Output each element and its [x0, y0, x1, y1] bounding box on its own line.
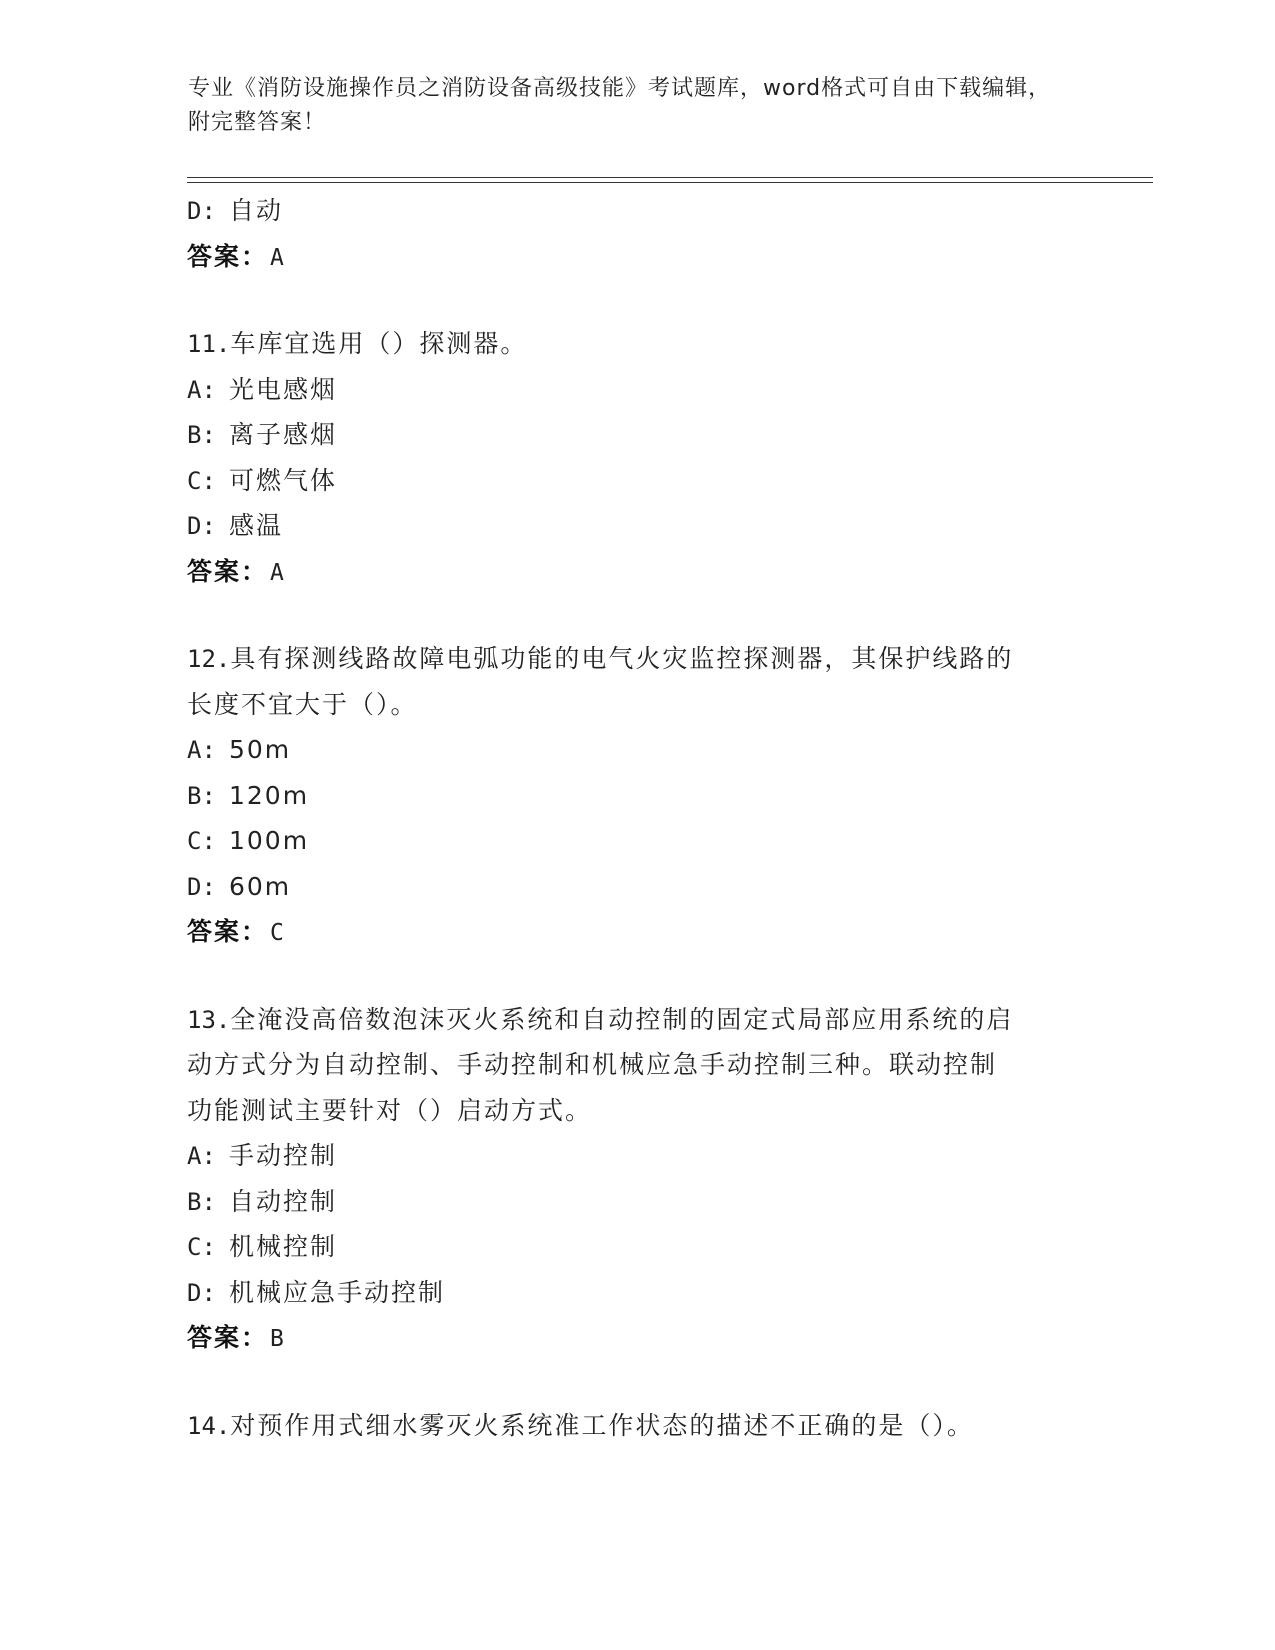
- question-list: [187, 188, 1087, 1448]
- question-12-continuation: [187, 682, 1087, 728]
- question-text-line-2: 长度不宜大于（）。: [187, 689, 418, 719]
- option-letter: B:: [187, 781, 216, 810]
- question-number: 13.: [187, 1005, 231, 1034]
- option-text: 可燃气体: [229, 465, 338, 495]
- option-text: 50m: [229, 735, 292, 764]
- option-c: [187, 458, 1087, 504]
- question-11: [187, 321, 1087, 367]
- option-d: [187, 1270, 1087, 1316]
- header-rule-bottom: [187, 182, 1153, 183]
- question-number: 14.: [187, 1411, 231, 1440]
- option-c: [187, 818, 1087, 864]
- option-b: [187, 773, 1087, 819]
- option-letter: A:: [187, 736, 216, 764]
- option-text: 120m: [229, 780, 310, 810]
- option-b: [187, 1179, 1087, 1225]
- answer-label: 答案：: [187, 241, 269, 271]
- question-number: 12.: [187, 645, 231, 673]
- option-letter: C:: [187, 827, 216, 855]
- option-d: [187, 864, 1087, 910]
- answer-value: C: [270, 920, 284, 946]
- option-d: [187, 188, 1087, 234]
- answer-line: [187, 234, 1087, 280]
- option-letter: C:: [187, 1233, 216, 1261]
- option-letter: A:: [187, 375, 216, 404]
- question-13-continuation: [187, 1042, 1087, 1088]
- question-text-line-3: 功能测试主要针对（）启动方式。: [187, 1095, 593, 1125]
- document-header: [188, 72, 1068, 140]
- answer-label: 答案：: [187, 917, 269, 946]
- option-letter: B:: [187, 1187, 216, 1216]
- question-text: 车库宜选用（）探测器。: [230, 329, 528, 358]
- option-b: [187, 412, 1087, 458]
- question-text-line-1: 具有探测线路故障电弧功能的电气火灾监控探测器，其保护线路的: [230, 644, 1014, 673]
- option-text: 100m: [229, 826, 310, 855]
- answer-value: A: [270, 244, 284, 271]
- option-letter: C:: [187, 466, 216, 495]
- question-12: [187, 636, 1087, 682]
- answer-label: 答案：: [187, 556, 269, 586]
- option-a: [187, 1133, 1087, 1179]
- header-rule-top: [187, 177, 1153, 178]
- question-number: 11.: [187, 330, 231, 358]
- question-14: [187, 1403, 1087, 1449]
- option-text: 离子感烟: [229, 420, 338, 449]
- answer-line: [187, 549, 1087, 595]
- option-text: 机械控制: [229, 1232, 338, 1261]
- header-text: 专业《消防设施操作员之消防设备高级技能》考试题库，word格式可自由下载编辑，附完整答案！: [188, 76, 1052, 135]
- option-text: 自动: [229, 196, 284, 225]
- question-13: [187, 997, 1087, 1043]
- option-a: [187, 367, 1087, 413]
- answer-line: [187, 1315, 1087, 1361]
- option-letter: B:: [187, 421, 216, 449]
- option-letter: D:: [187, 512, 216, 540]
- option-text: 手动控制: [229, 1141, 338, 1170]
- question-13-continuation: [187, 1088, 1087, 1134]
- option-text: 60m: [229, 871, 292, 901]
- answer-value: A: [270, 559, 284, 586]
- answer-value: B: [270, 1326, 284, 1352]
- question-text-line-1: 全淹没高倍数泡沫灭火系统和自动控制的固定式局部应用系统的启: [230, 1004, 1014, 1034]
- option-a: [187, 727, 1087, 773]
- option-c: [187, 1224, 1087, 1270]
- answer-line: [187, 909, 1087, 955]
- option-text: 自动控制: [229, 1186, 338, 1216]
- option-letter: D:: [187, 197, 216, 225]
- option-d: [187, 503, 1087, 549]
- question-text-line-2: 动方式分为自动控制、手动控制和机械应急手动控制三种。联动控制: [187, 1050, 998, 1079]
- answer-label: 答案：: [187, 1323, 269, 1352]
- question-text: 对预作用式细水雾灭火系统准工作状态的描述不正确的是（）。: [230, 1410, 974, 1440]
- option-letter: A:: [187, 1142, 216, 1170]
- option-text: 感温: [229, 511, 284, 540]
- option-letter: D:: [187, 1278, 216, 1307]
- option-text: 光电感烟: [229, 374, 338, 404]
- option-letter: D:: [187, 872, 216, 901]
- option-text: 机械应急手动控制: [229, 1277, 446, 1307]
